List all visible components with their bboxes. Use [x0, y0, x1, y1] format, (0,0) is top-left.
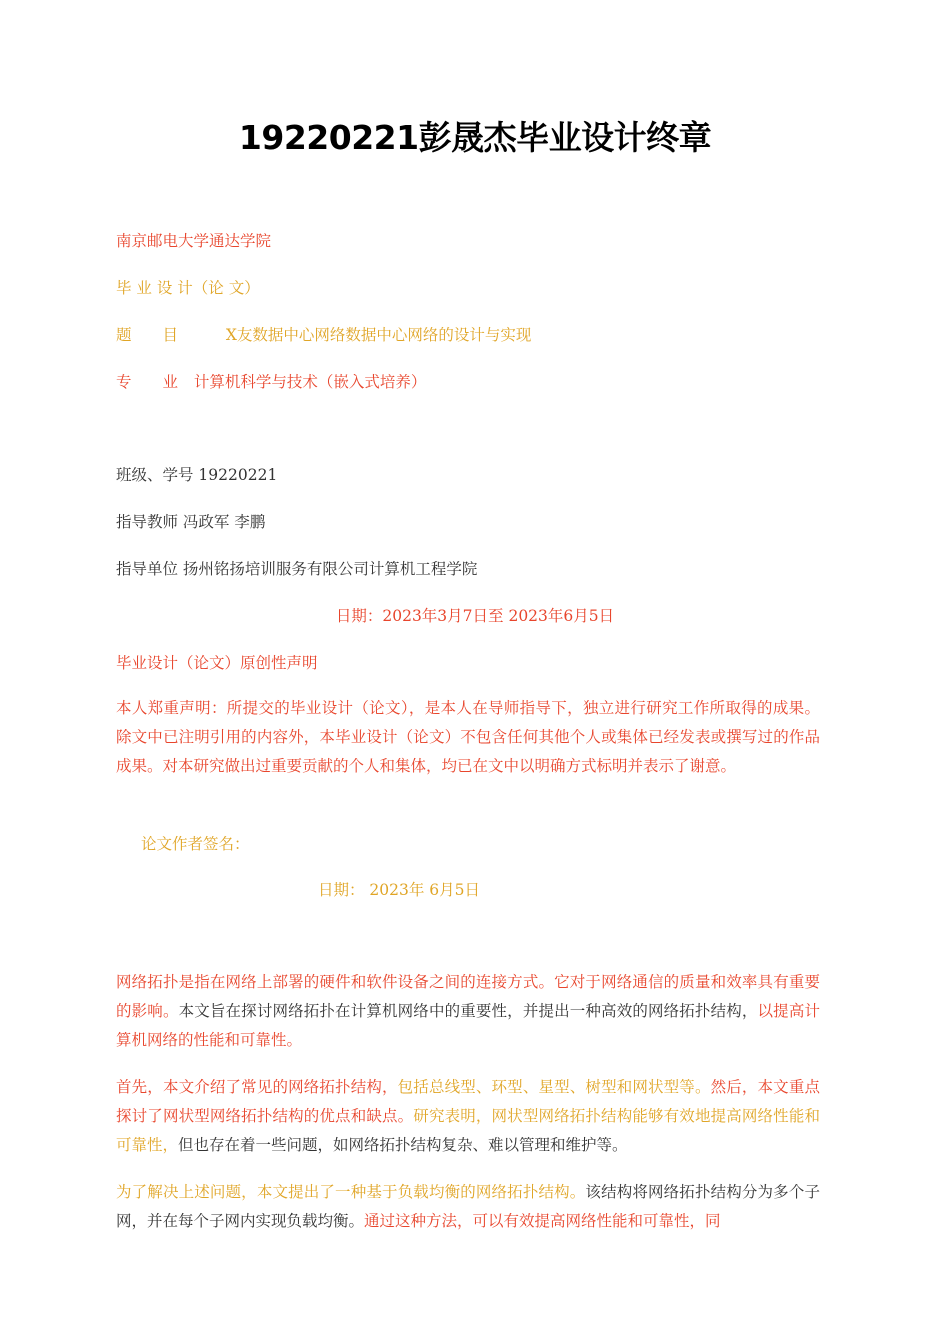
abstract-p2-seg: 网状型网络拓扑结构能够有效地提高网络性能和可靠性， [116, 1107, 820, 1154]
abstract-p2-seg: 然后，本文重点探讨了网状型网络拓扑结构的优点和缺点。 [116, 1078, 820, 1125]
abstract-p2-seg: 首先，本文介绍了常见的网络拓扑结构， [116, 1078, 398, 1096]
abstract-paragraph-2 [116, 1073, 820, 1160]
date-range: 日期：2023年3月7日至 2023年6月5日 [335, 607, 615, 625]
abstract-p1-seg: 以提高计算机网络的性能和可靠性。 [116, 1002, 820, 1049]
abstract-p2-seg: 包括总线型、环型、星型、树型和网状型等。 [397, 1078, 711, 1096]
thesis-type: 毕 业 设 计（论 文） [116, 279, 260, 297]
abstract-p3-seg: 该结构将网络拓扑结构分为多个子网，并在每个子网内实现负载均衡。 [116, 1183, 820, 1230]
abstract-p2-seg: 但也存在着一些问题，如网络拓扑结构复杂、难以管理和维护等。 [178, 1136, 628, 1154]
abstract-p2-seg: 研究表明， [413, 1107, 492, 1125]
signature-date: 日期： 2023年 6月5日 [318, 881, 481, 899]
abstract-p1-seg: 网络拓扑是指在网络上部署的硬件和软件设备之间的连接方式。它对于网络通信的质量和效率具有重要的影响。 [116, 973, 820, 1020]
major-label: 专 业 [116, 373, 179, 391]
topic-line [116, 323, 531, 345]
document-title: 19220221彭晟杰毕业设计终章 [238, 118, 712, 157]
major-line [116, 370, 426, 392]
unit-line: 指导单位 扬州铭扬培训服务有限公司计算机工程学院 [116, 560, 478, 578]
declaration-heading: 毕业设计（论文）原创性声明 [116, 654, 318, 672]
school-name: 南京邮电大学通达学院 [116, 232, 272, 250]
abstract-paragraph-3 [116, 1178, 820, 1236]
topic-value: X友数据中心网络数据中心网络的设计与实现 [225, 326, 532, 344]
advisor-line: 指导教师 冯政军 李鹏 [116, 513, 266, 531]
declaration-body: 本人郑重声明：所提交的毕业设计（论文），是本人在导师指导下，独立进行研究工作所取得的成果。除文中已注明引用的内容外，本毕业设计（论文）不包含任何其他个人或集体已经发表或撰写过的作品成果。对本研究做出过重要贡献的个人和集体，均已在文中以明确方式标明并表示了谢意。 [116, 699, 820, 775]
abstract-p1-seg: 本文旨在探讨网络拓扑在计算机网络中的重要性，并提出一种高效的网络拓扑结构， [178, 1002, 758, 1020]
abstract-p3-seg: 为了解决上述问题，本文提出了一种基于负载均衡的网络拓扑结构。 [116, 1183, 586, 1201]
abstract-paragraph-1 [116, 968, 820, 1055]
abstract-p3-seg: 通过这种方法，可以有效提高网络性能和可靠性，同 [364, 1212, 721, 1230]
signature-label: 论文作者签名： [141, 835, 250, 853]
class-id-line: 班级、学号 19220221 [116, 466, 278, 484]
topic-label: 题 目 [116, 326, 179, 344]
major-value: 计算机科学与技术（嵌入式培养） [193, 373, 427, 391]
